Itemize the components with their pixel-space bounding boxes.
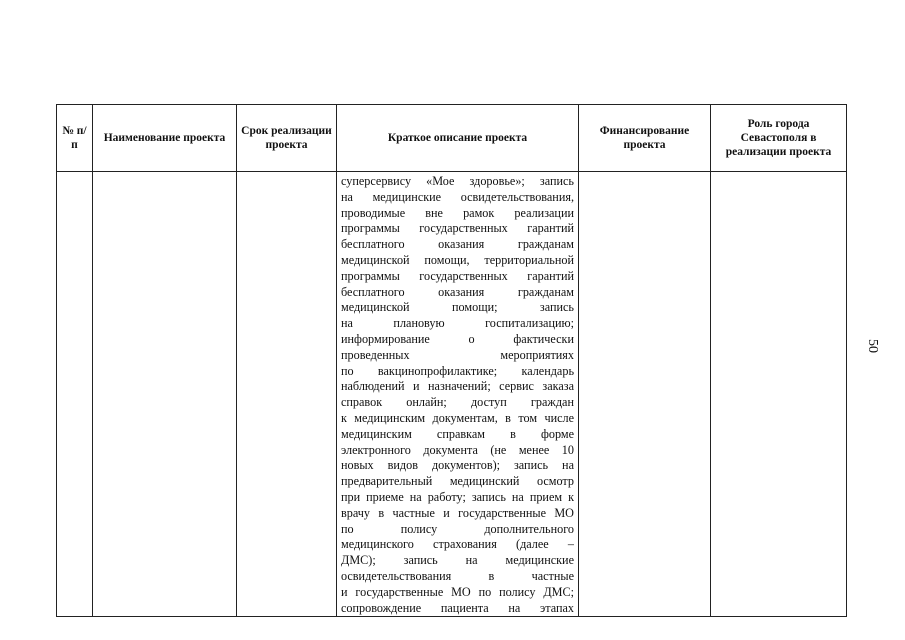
header-sevastopol-role: Роль города Севастополя в реализации проекта	[711, 105, 847, 172]
description-line: медицинского страхования (далее –	[341, 537, 574, 552]
description-line: новых видов документов); запись на	[341, 458, 574, 473]
header-number: № п/п	[57, 105, 93, 172]
header-short-description: Краткое описание проекта	[337, 105, 579, 172]
description-line: справок онлайн; доступ граждан	[341, 395, 574, 410]
table-header-row	[57, 105, 847, 172]
description-line: программы государственных гарантий	[341, 221, 574, 236]
description-line: проведенных мероприятиях	[341, 347, 574, 362]
description-line: по полису дополнительного	[341, 521, 574, 536]
description-line: ДМС); запись на медицинские	[341, 553, 574, 568]
description-line: сопровождение пациента на этапах	[341, 600, 574, 615]
description-line: бесплатного оказания гражданам	[341, 284, 574, 299]
description-line: на плановую госпитализацию;	[341, 316, 574, 331]
cell-project-name	[93, 172, 237, 617]
description-line: проводимые вне рамок реализации	[341, 205, 574, 220]
project-table	[56, 104, 847, 617]
description-line: медицинской помощи, территориальной	[341, 252, 574, 267]
cell-implementation-term	[237, 172, 337, 617]
cell-sevastopol-role	[711, 172, 847, 617]
description-line: при приеме на работу; запись на прием к	[341, 489, 574, 504]
header-financing: Финансирование проекта	[579, 105, 711, 172]
header-implementation-term: Срок реализации проекта	[237, 105, 337, 172]
description-line: на медицинские освидетельствования,	[341, 189, 574, 204]
description-line: освидетельствования в частные	[341, 568, 574, 583]
description-line: предварительный медицинский осмотр	[341, 474, 574, 489]
description-line: электронного документа (не менее 10	[341, 442, 574, 457]
page-number: 50	[865, 339, 880, 353]
description-line: информирование о фактически	[341, 331, 574, 346]
description-line: программы государственных гарантий	[341, 268, 574, 283]
description-line: медицинским справкам в форме	[341, 426, 574, 441]
description-line: врачу в частные и государственные МО	[341, 505, 574, 520]
cell-financing	[579, 172, 711, 617]
description-line: наблюдений и назначений; сервис заказа	[341, 379, 574, 394]
cell-number	[57, 172, 93, 617]
description-line: суперсервису «Мое здоровье»; запись	[341, 174, 574, 188]
table-row	[57, 172, 847, 617]
description-line: и государственные МО по полису ДМС;	[341, 584, 574, 599]
cell-short-description	[337, 172, 579, 617]
description-line: к медицинским документам, в том числе	[341, 410, 574, 425]
description-line: по вакцинопрофилактике; календарь	[341, 363, 574, 378]
description-line: бесплатного оказания гражданам	[341, 237, 574, 252]
description-text	[341, 174, 574, 616]
header-project-name: Наименование проекта	[93, 105, 237, 172]
description-line: медицинской помощи; запись	[341, 300, 574, 315]
